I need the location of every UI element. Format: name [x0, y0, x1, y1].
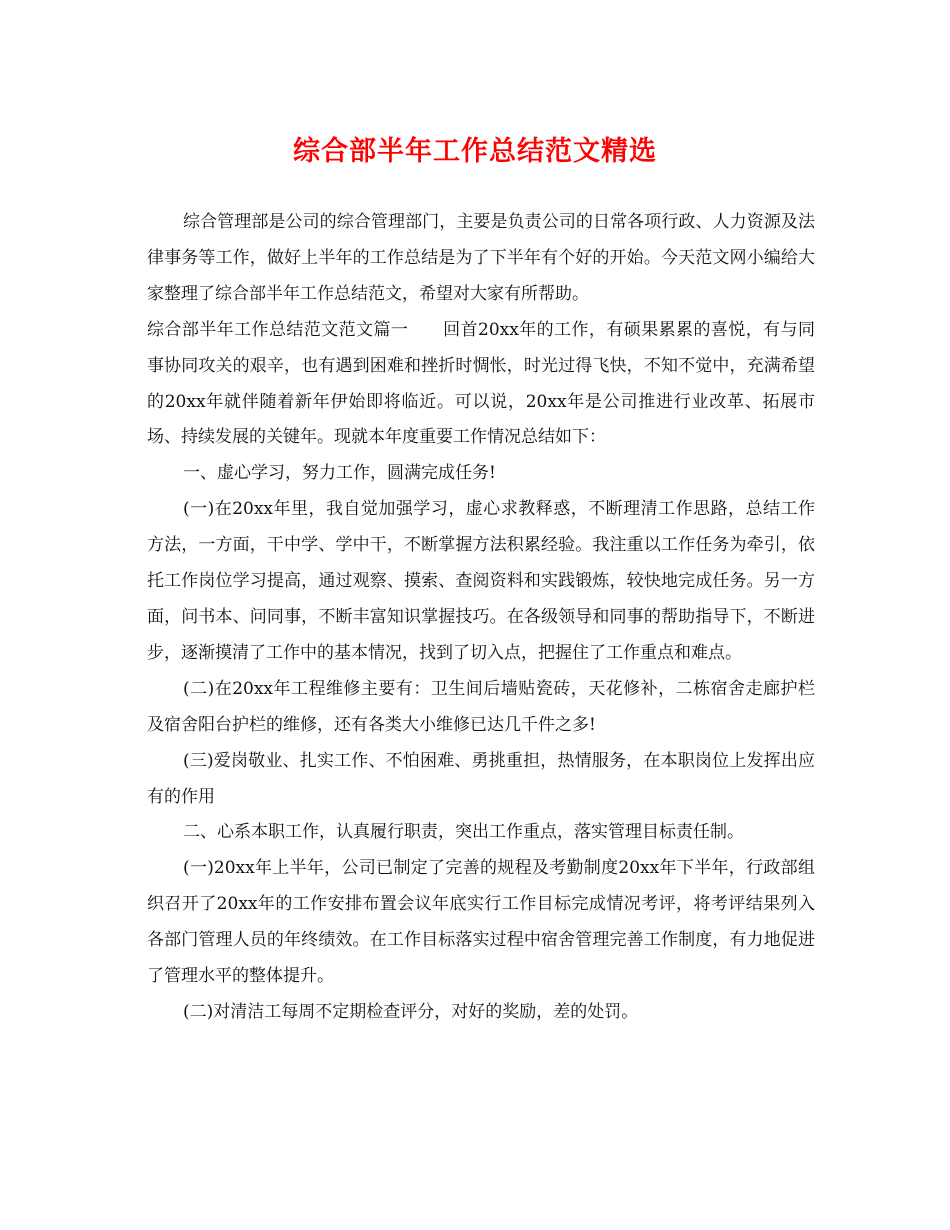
paragraph-part-one-item-1: (一)在20xx年里，我自觉加强学习，虚心求教释惑，不断理清工作思路，总结工作方法，一方面，干中学、学中干，不断掌握方法积累经验。我注重以工作任务为牵引，依托工作岗位学习提高，通过观察、摸索、查阅资料和实践锻炼，较快地完成任务。另一方面，问书本、问同事，不断丰富知识掌握技巧。在各级领导和同事的帮助指导下，不断进步，逐渐摸清了工作中的基本情况，找到了切入点，把握住了工作重点和难点。: [147, 499, 815, 663]
paragraph-part-one-item-3: (三)爱岗敬业、扎实工作、不怕困难、勇挑重担，热情服务，在本职岗位上发挥出应有的作用: [147, 750, 815, 807]
paragraph-part-two-item-1: (一)20xx年上半年，公司已制定了完善的规程及考勤制度20xx年下半年，行政部组织召开了20xx年的工作安排布置会议年底实行工作目标完成情况考评，将考评结果列入各部门管理人员的年终绩效。在工作目标落实过程中宿舍管理完善工作制度，有力地促进了管理水平的整体提升。: [147, 858, 815, 987]
paragraph-part-two-item-2: (二)对清洁工每周不定期检查评分，对好的奖励，差的处罚。: [183, 1001, 639, 1022]
paragraph-section-one-opening: 综合部半年工作总结范文范文篇一 回首20xx年的工作，有硕果累累的喜悦，有与同事协同攻关的艰辛，也有遇到困难和挫折时惆怅，时光过得飞快，不知不觉中，充满希望的20xx年就伴随着新年伊始即将临近。可以说，20xx年是公司推进行业改革、拓展市场、持续发展的关键年。现就本年度重要工作情况总结如下：: [147, 319, 815, 448]
heading-part-one: 一、虚心学习，努力工作，圆满完成任务!: [183, 463, 496, 484]
document-body: [147, 205, 815, 1031]
paragraph-part-one-item-2: (二)在20xx年工程维修主要有：卫生间后墙贴瓷砖，天花修补，二栋宿舍走廊护栏及宿舍阳台护栏的维修，还有各类大小维修已达几千件之多!: [147, 678, 815, 735]
document-title: 综合部半年工作总结范文精选: [293, 136, 657, 167]
heading-part-two: 二、心系本职工作，认真履行职责，突出工作重点，落实管理目标责任制。: [183, 822, 744, 843]
paragraph-intro: 综合管理部是公司的综合管理部门，主要是负责公司的日常各项行政、人力资源及法律事务等工作，做好上半年的工作总结是为了下半年有个好的开始。今天范文网小编给大家整理了综合部半年工作总结范文，希望对大家有所帮助。: [147, 212, 815, 304]
